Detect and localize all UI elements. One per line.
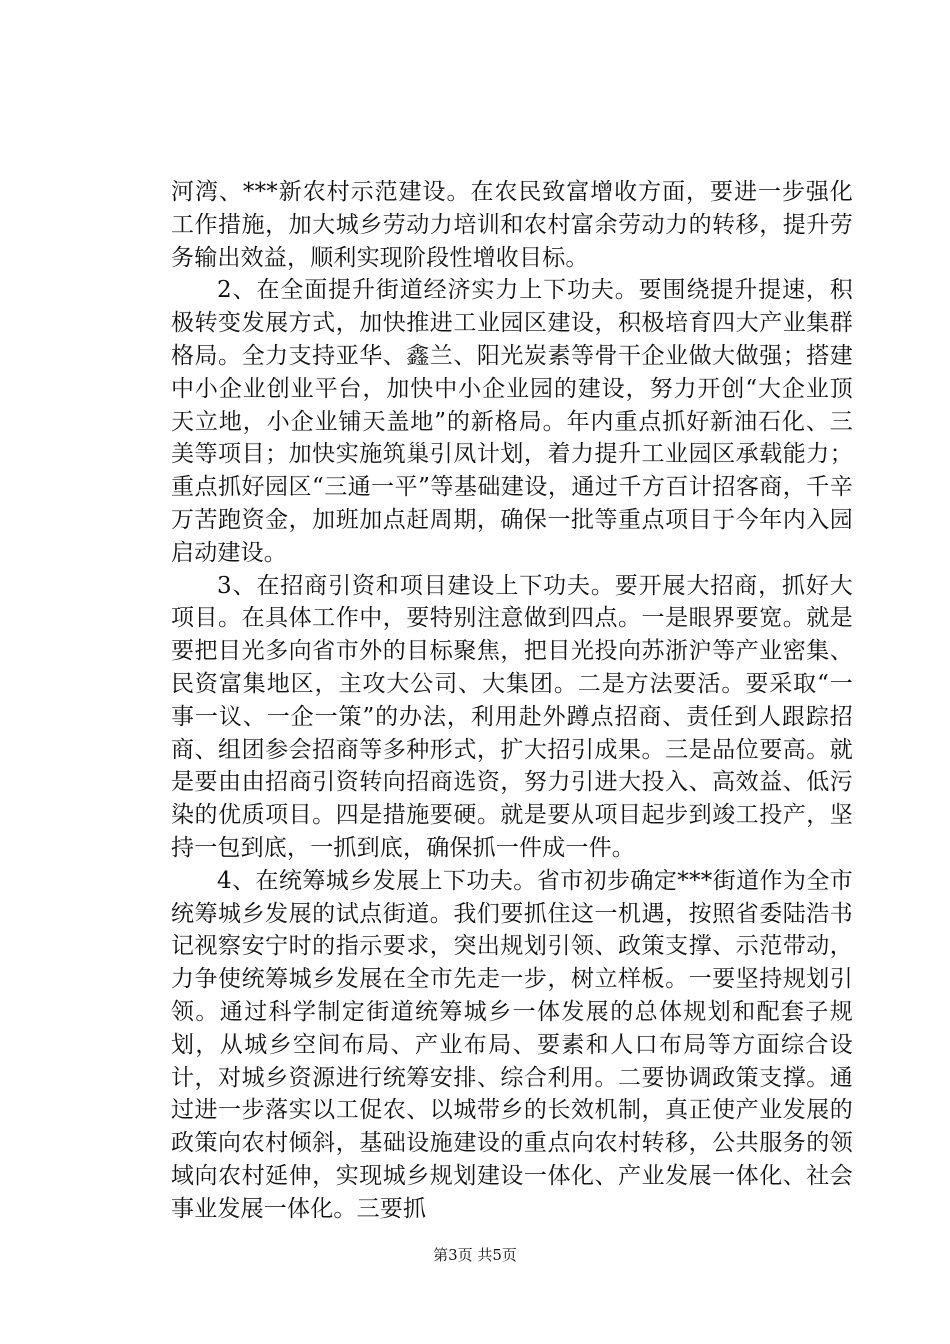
paragraph-continued: 河湾、***新农村示范建设。在农民致富增收方面，要进一步强化工作措施，加大城乡劳动力培训和农村富余劳动力的转移，提升劳务输出效益，顺利实现阶段性增收目标。 [171,179,853,271]
document-body [171,176,853,1226]
page-number-footer: 第3页 共5页 [433,1246,517,1264]
paragraph-3-investment: 3、在招商引资和项目建设上下功夫。要开展大招商，抓好大项目。在具体工作中，要特别注意做到四点。一是眼界要宽。就是要把目光多向省市外的目标聚焦，把目光投向苏浙沪等产业密集、民资富集地区，主攻大公司、大集团。二是方法要活。要采取“一事一议、一企一策”的办法，利用赴外蹲点招商、责任到人跟踪招商、组团参会招商等多种形式，扩大招引成果。三是品位要高。就是要由由招商引资转向招商选资，努力引进大投入、高效益、低污染的优质项目。四是措施要硬。就是要从项目起步到竣工投产，坚持一包到底，一抓到底，确保抓一件成一件。 [171,572,853,861]
paragraph-2-economy: 2、在全面提升街道经济实力上下功夫。要围绕提升提速，积极转变发展方式，加快推进工业园区建设，积极培育四大产业集群格局。全力支持亚华、鑫兰、阳光炭素等骨干企业做大做强；搭建中小企业创业平台，加快中小企业园的建设，努力开创“大企业顶天立地，小企业铺天盖地”的新格局。年内重点抓好新油石化、三美等项目；加快实施筑巢引凤计划，着力提升工业园区承载能力；重点抓好园区“三通一平”等基础建设，通过千方百计招客商，千辛万苦跑资金，加班加点赶周期，确保一批等重点项目于今年内入园启动建设。 [171,277,853,566]
paragraph-4-urban-rural: 4、在统筹城乡发展上下功夫。省市初步确定***街道作为全市统筹城乡发展的试点街道。我们要抓住这一机遇，按照省委陆浩书记视察安宁时的指示要求，突出规划引领、政策支撑、示范带动，力争使统筹城乡发展在全市先走一步，树立样板。一要坚持规划引领。通过科学制定街道统筹城乡一体发展的总体规划和配套子规划，从城乡空间布局、产业布局、要素和人口布局等方面综合设计，对城乡资源进行统筹安排、综合利用。二要协调政策支撑。通过进一步落实以工促农、以城带乡的长效机制，真正使产业发展的政策向农村倾斜，基础设施建设的重点向农村转移，公共服务的领域向农村延伸，实现城乡规划建设一体化、产业发展一体化、社会事业发展一体化。三要抓 [171,867,853,1222]
